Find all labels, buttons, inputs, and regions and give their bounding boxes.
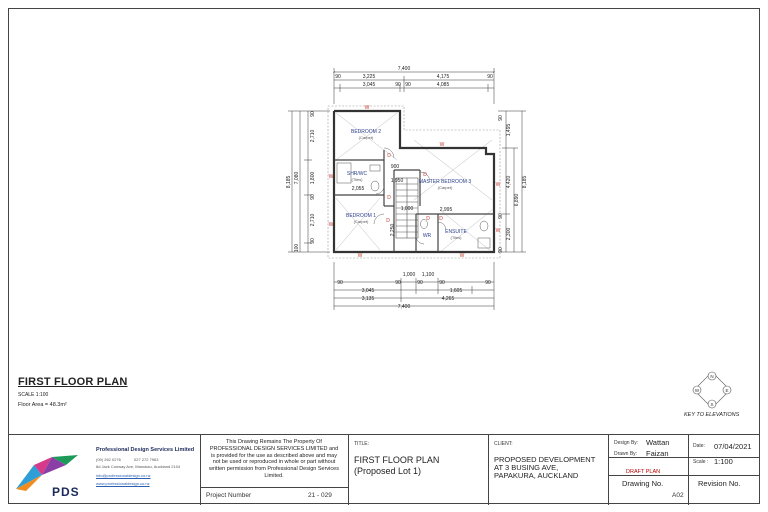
drawn-by-label: Drawn By: [614,451,638,457]
dim-bot-a: 3,135 [361,296,375,302]
room-wr: WR [422,233,432,239]
client-line-2: AT 3 BUSING AVE, [494,463,559,472]
design-by: Wattan [646,438,670,447]
dim-top-b: 4,175 [436,74,450,80]
room-master-bedroom-floor: (Carpet) [437,185,453,190]
dim-left-b: 2,710 [310,129,316,143]
dim-inner-2055: 2,055 [351,186,365,192]
dim-inner-1000: 1,000 [400,206,414,212]
room-bedroom-2-floor: (Carpet) [358,135,374,140]
dim-right-a: 6,890 [514,193,520,207]
status-badge: DRAFT PLAN [626,469,661,475]
dim-inner-2995: 2,995 [439,207,453,213]
dim-top-90: 90 [335,74,341,80]
client-line-1: PROPOSED DEVELOPMENT [494,455,596,464]
dim-right-overall: 8,185 [522,175,528,189]
room-shr-wc: SHR/WC [346,171,368,177]
dim-bot-90: 90 [485,280,491,286]
dim-left-a: 7,080 [294,171,300,185]
door-tag: D [387,153,391,159]
dim-inner-900: 900 [390,164,400,170]
client-line-3: PAPAKURA, AUCKLAND [494,471,579,480]
company-email[interactable]: info@professionaldesign.co.nz [96,473,151,478]
compass-e: E [725,388,729,393]
dim-right-90: 90 [498,213,504,219]
scale-label: Scale : [693,459,709,465]
company-phone: (09) 262 0276 [96,457,121,462]
dim-bot-90: 90 [337,280,343,286]
drawing-no-label: Drawing No. [622,479,664,488]
dim-top-90: 90 [395,82,401,88]
dim-bot-e: 1,000 [402,272,416,278]
title-label: TITLE: [354,441,370,447]
pds-logo-text: PDS [52,485,80,499]
internal-walls [334,150,494,252]
dim-left-100: 100 [294,243,300,253]
dim-bot-90: 90 [395,280,401,286]
title-block [8,434,760,504]
project-number: 21 - 029 [308,492,332,499]
dim-right-90: 90 [498,247,504,253]
dim-right-c: 1,495 [506,123,512,137]
date-label: Date: [693,443,705,449]
dim-bot-90: 90 [439,280,445,286]
plan-title: FIRST FLOOR PLAN [18,376,128,388]
dim-bot-overall: 7,400 [397,304,411,310]
dim-bot-90: 90 [417,280,423,286]
room-shr-wc-floor: (Tiles) [351,177,363,182]
company-mobile: 027 272 7963 [134,457,159,462]
client-label: CLIENT: [494,441,513,447]
room-bedroom-2: BEDROOM 2 [350,129,382,135]
scale-value: 1:100 [714,457,733,466]
company-website[interactable]: www.professionaldesign.co.nz [96,481,150,486]
date-value: 07/04/2021 [714,442,752,451]
dim-bot-d: 1,605 [449,288,463,294]
dim-right-d: 2,300 [506,227,512,241]
dim-left-d: 2,710 [310,213,316,227]
window-tag: W [364,105,370,111]
dim-right-90: 90 [498,115,504,121]
drawing-no: A02 [672,492,684,499]
copyright-notice: This Drawing Remains The Property Of PROFESSIONAL DESIGN SERVICES LIMITED and is provided for the use as described above and may not be used or reproduced in whole or part without written permission from Professional Design Services Limited. [209,439,339,479]
revision-no-label: Revision No. [698,479,741,488]
window-tag: W [328,174,334,180]
dim-right-b: 4,420 [506,175,512,189]
dim-left-c: 1,800 [310,171,316,185]
dim-bot-f: 1,100 [421,272,435,278]
drawing-subtitle: (Proposed Lot 1) [354,466,422,476]
door-tag: D [439,216,443,222]
window-tag: W [495,182,501,188]
dim-top-c: 3,045 [362,82,376,88]
window-tag: W [357,253,363,259]
door-tag: D [386,218,390,224]
dim-top-overall: 7,400 [397,66,411,72]
room-ensuite-floor: (Tiles) [450,235,462,240]
door-tag: D [387,195,391,201]
design-by-label: Design By: [614,440,639,446]
compass-w: W [694,388,700,393]
dim-left-90: 90 [310,194,316,200]
window-tag: W [495,228,501,234]
compass-n: N [710,374,714,379]
room-bedroom-1-floor: (Carpet) [353,219,369,224]
dim-left-90: 90 [310,238,316,244]
company-name: Professional Design Services Limited [96,447,195,453]
room-ensuite: ENSUITE [445,229,467,235]
window-tag: W [328,222,334,228]
window-tag: W [439,142,445,148]
dim-left-90: 90 [310,111,316,117]
dim-inner-2250: 2,250 [390,223,396,237]
dim-left-overall: 8,185 [286,175,292,189]
drawing-title: FIRST FLOOR PLAN [354,455,440,465]
room-master-bedroom: MASTER BEDROOM 3 [418,179,472,185]
drawn-by: Faizan [646,449,669,458]
dim-top-a: 3,225 [362,74,376,80]
door-tag: D [426,216,430,222]
dim-bot-c: 3,045 [361,288,375,294]
project-number-label: Project Number [206,492,252,499]
dim-inner-1950: 1,950 [390,178,404,184]
plan-scale: SCALE 1:100 [18,392,49,398]
window-tag: W [459,253,465,259]
door-tag: D [423,172,427,178]
dim-top-d: 4,085 [436,82,450,88]
company-address: 8d Jack Conway Ave, Manukau, Auckland 2104 [96,464,181,469]
dim-top-90: 90 [487,74,493,80]
room-bedroom-1: BEDROOM 1 [345,213,377,219]
key-to-elevations: KEY TO ELEVATIONS [684,412,740,418]
compass-s: S [710,402,714,407]
plan-floor-area: Floor Area = 48.3m² [18,402,67,408]
dim-bot-b: 4,265 [441,296,455,302]
dim-top-90: 90 [405,82,411,88]
